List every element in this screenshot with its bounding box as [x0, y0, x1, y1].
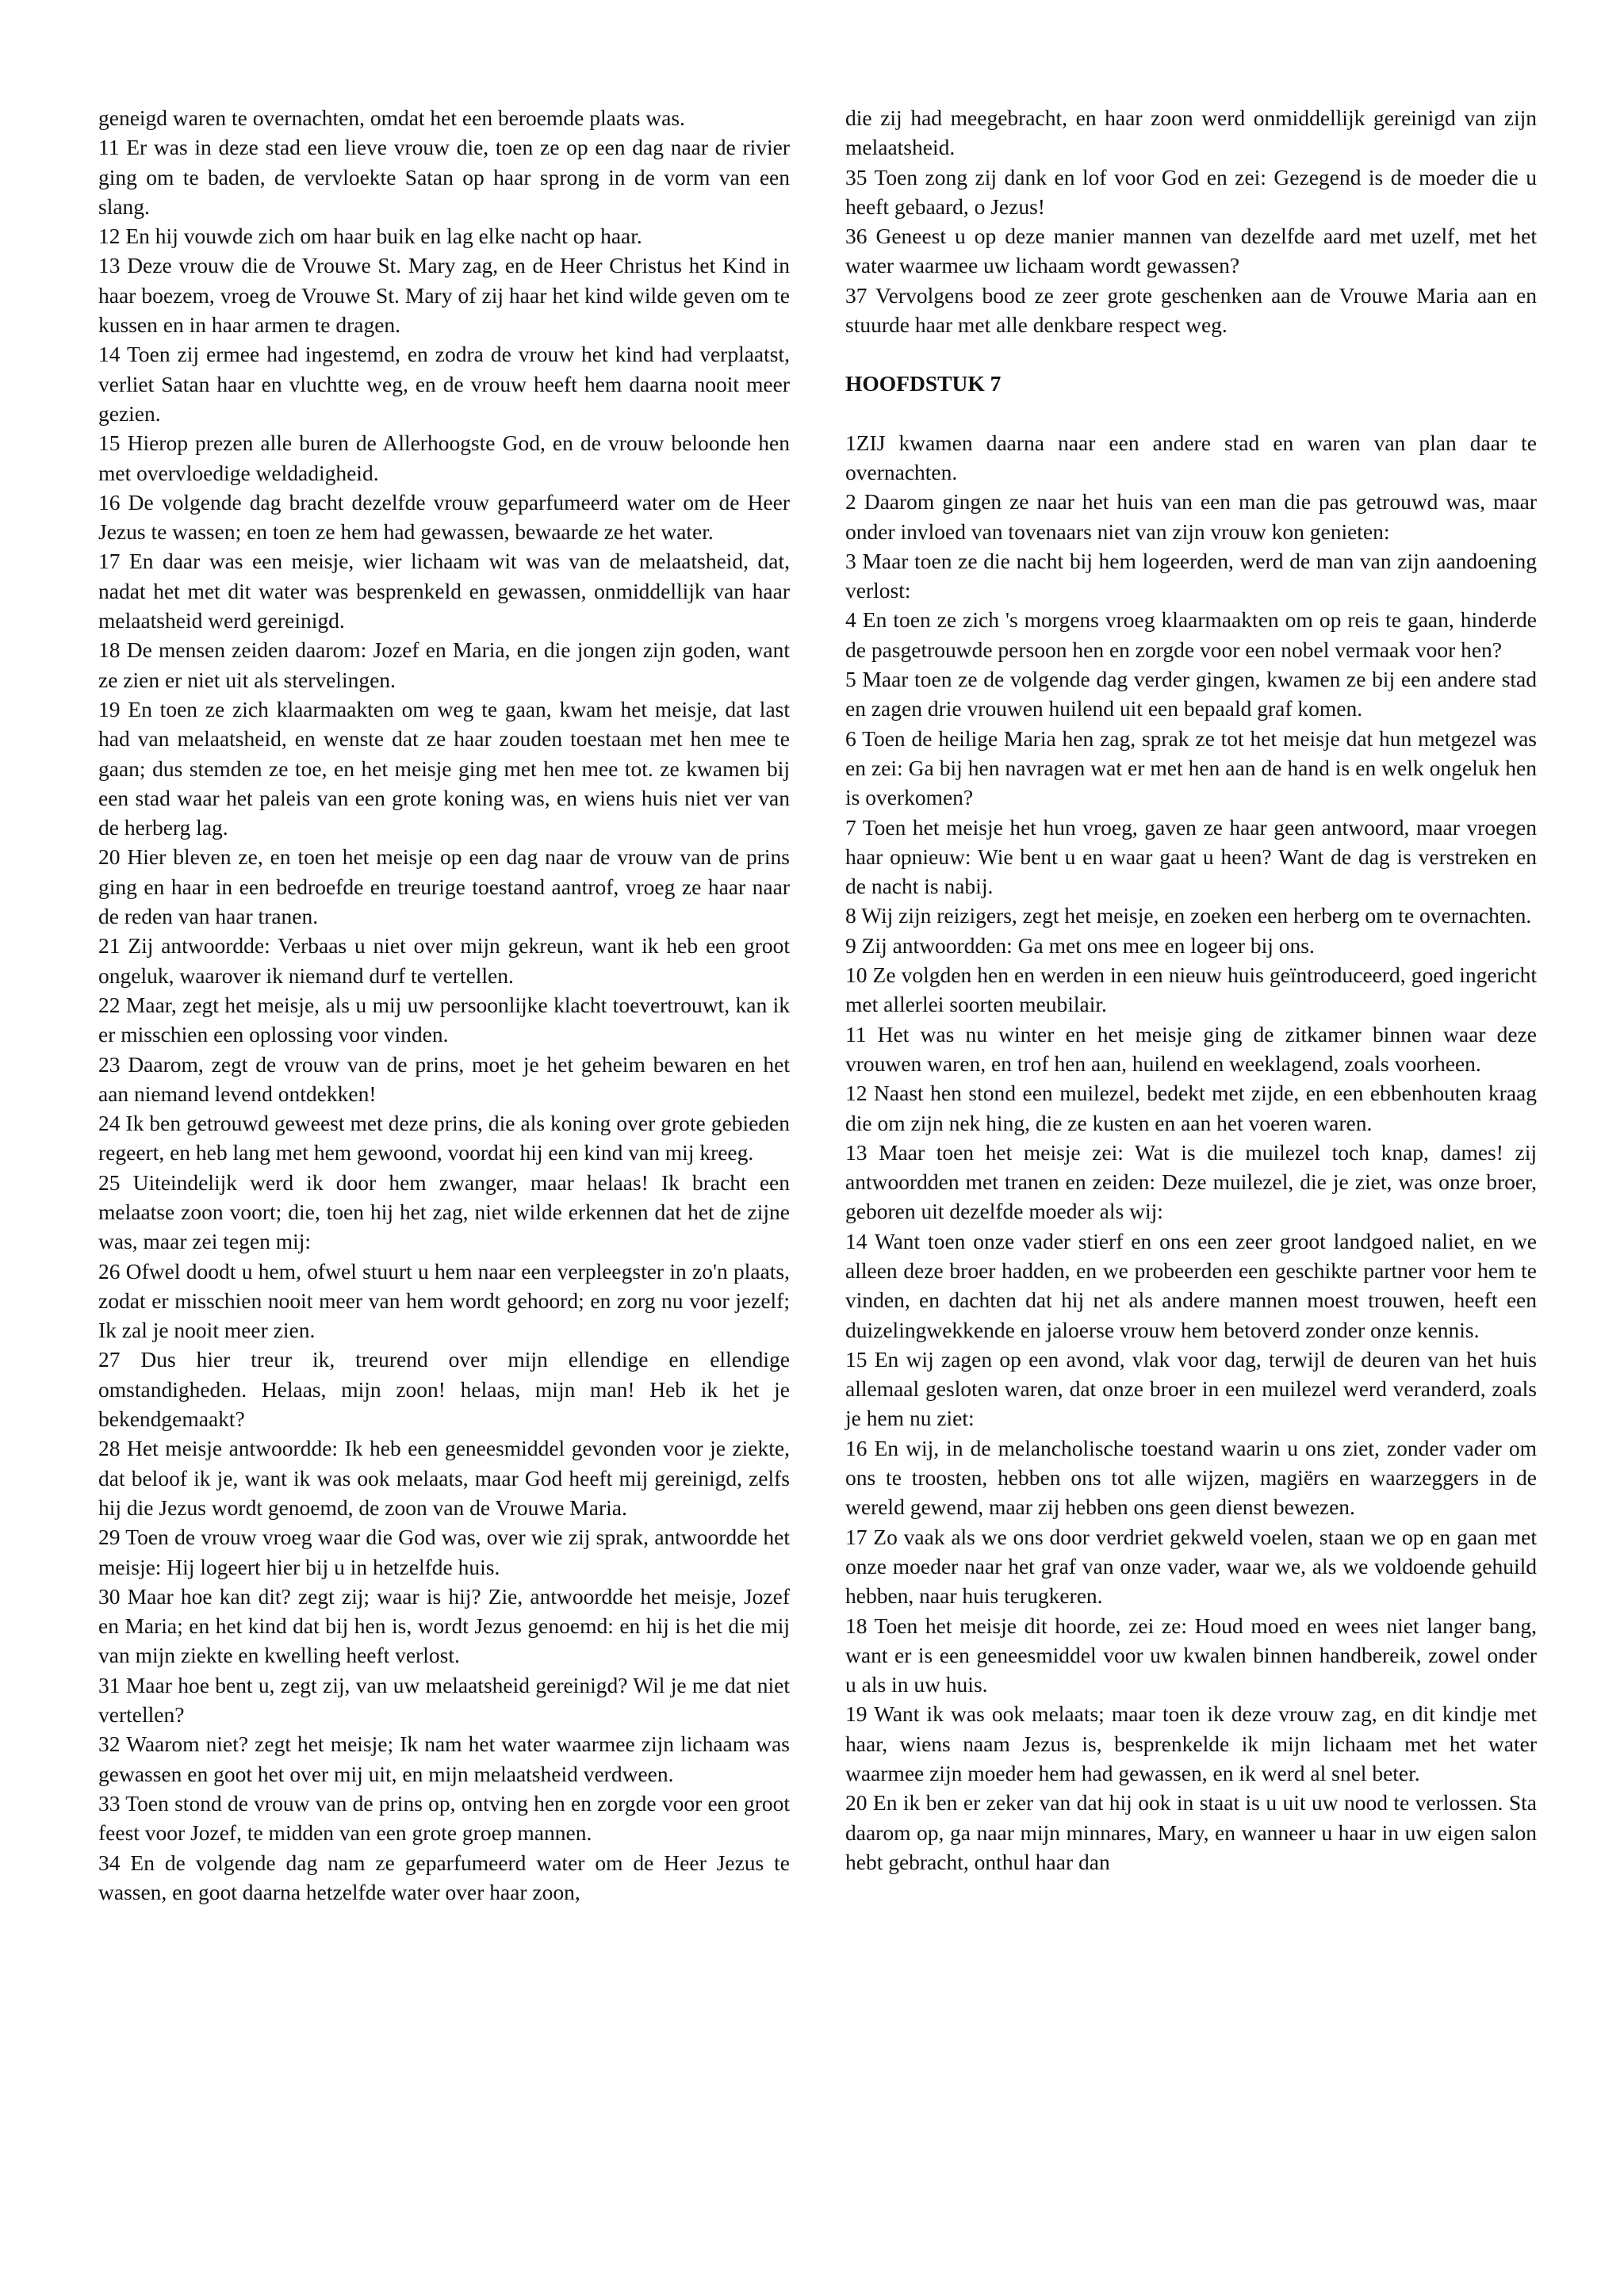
verse-paragraph: 26 Ofwel doodt u hem, ofwel stuurt u hem naar een verpleegster in zo'n plaats, zodat er misschien nooit meer van hem wordt gehoord; en zorg nu voor jezelf; Ik zal je nooit meer zien. [98, 1258, 790, 1343]
verse-paragraph: 6 Toen de heilige Maria hen zag, sprak ze tot het meisje dat hun metgezel was en zei: Ga bij hen navragen wat er met hen aan de hand is en welk ongeluk hen is overkomen? [845, 725, 1537, 810]
verse-paragraph: 7 Toen het meisje het hun vroeg, gaven ze haar geen antwoord, maar vroegen haar opnieuw: Wie bent u en waar gaat u heen? Want de dag is verstreken en de nacht is nabij. [845, 814, 1537, 899]
verse-paragraph: 17 Zo vaak als we ons door verdriet gekweld voelen, staan we op en gaan met onze moeder naar het graf van onze vader, waar we, als we voldoende gehuild hebben, naar huis terugkeren. [845, 1524, 1537, 1609]
verse-paragraph: 30 Maar hoe kan dit? zegt zij; waar is hij? Zie, antwoordde het meisje, Jozef en Maria; en het kind dat bij hen is, wordt Jezus genoemd: en hij is het die mij van mijn ziekte en kwelling heeft verlost. [98, 1583, 790, 1668]
chapter-heading: HOOFDSTUK 7 [845, 371, 1002, 396]
verse-paragraph: 13 Maar toen het meisje zei: Wat is die muilezel toch knap, dames! zij antwoordden met tranen en zeiden: Deze muilezel, die je ziet, was onze broer, geboren uit dezelfde moeder als wij: [845, 1139, 1537, 1224]
verse-paragraph: 24 Ik ben getrouwd geweest met deze prins, die als koning over grote gebieden regeert, en heb lang met hem gewoond, voordat hij een kind van mij kreeg. [98, 1111, 790, 1165]
verse-paragraph: 1ZIJ kwamen daarna naar een andere stad en waren van plan daar te overnachten. [845, 430, 1537, 484]
section-gap [845, 339, 1537, 369]
verse-paragraph: 23 Daarom, zegt de vrouw van de prins, moet je het geheim bewaren en het aan niemand levend ontdekken! [98, 1051, 790, 1106]
verse-paragraph: 12 Naast hen stond een muilezel, bedekt met zijde, en een ebbenhouten kraag die om zijn nek hing, die ze kusten en aan het voeren waren. [845, 1081, 1537, 1135]
verse-paragraph: 16 De volgende dag bracht dezelfde vrouw geparfumeerd water om de Heer Jezus te wassen; en toen ze hem had gewassen, bewaarde ze het water. [98, 489, 790, 545]
verse-paragraph: 11 Er was in deze stad een lieve vrouw die, toen ze op een dag naar de rivier ging om te baden, de vervloekte Satan op haar sprong in de vorm van een slang. [98, 135, 790, 219]
verse-paragraph: 17 En daar was een meisje, wier lichaam wit was van de melaatsheid, dat, nadat het met dit water was besprenkeld en gewassen, onmiddellijk van haar melaatsheid werd gereinigd. [98, 549, 790, 633]
verse-paragraph: 13 Deze vrouw die de Vrouwe St. Mary zag, en de Heer Christus het Kind in haar boezem, vroeg de Vrouwe St. Mary of zij haar het kind wilde geven om te kussen en in haar armen te dragen. [98, 253, 790, 338]
verse-paragraph: 37 Vervolgens bood ze zeer grote geschenken aan de Vrouwe Maria aan en stuurde haar met alle denkbare respect weg. [845, 282, 1537, 338]
verse-paragraph: 33 Toen stond de vrouw van de prins op, ontving hen en zorgde voor een groot feest voor Jozef, te midden van een grote groep mannen. [98, 1790, 790, 1846]
verse-paragraph: 22 Maar, zegt het meisje, als u mij uw persoonlijke klacht toevertrouwt, kan ik er misschien een oplossing voor vinden. [98, 992, 790, 1047]
verse-paragraph: 16 En wij, in de melancholische toestand waarin u ons ziet, zonder vader om ons te troosten, hebben ons tot alle wijzen, magiërs en waarzeggers in de wereld gewend, maar zij hebben ons geen dienst bewezen. [845, 1435, 1537, 1520]
verse-paragraph: 35 Toen zong zij dank en lof voor God en zei: Gezegend is de moeder die u heeft gebaard, o Jezus! [845, 164, 1537, 219]
verse-paragraph: 15 Hierop prezen alle buren de Allerhoogste God, en de vrouw beloonde hen met overvloedige weldadigheid. [98, 430, 790, 485]
verse-paragraph: geneigd waren te overnachten, omdat het een beroemde plaats was. [98, 105, 685, 130]
verse-paragraph: 14 Toen zij ermee had ingestemd, en zodra de vrouw het kind had verplaatst, verliet Satan haar en vluchtte weg, en de vrouw heeft hem daarna nooit meer gezien. [98, 342, 790, 426]
verse-paragraph: 11 Het was nu winter en het meisje ging de zitkamer binnen waar deze vrouwen waren, en trof hen aan, huilend en weeklagend, zoals voorheen. [845, 1021, 1537, 1076]
left-column [98, 103, 790, 1907]
verse-paragraph: 19 En toen ze zich klaarmaakten om weg te gaan, kwam het meisje, dat last had van melaatsheid, en wenste dat ze haar zouden toestaan met hen mee te gaan; dus stemden ze toe, en het meisje ging met hen mee tot. ze kwamen bij een stad waar het paleis van een grote koning was, en wiens huis niet ver van de herberg lag. [98, 696, 790, 840]
verse-paragraph: 20 En ik ben er zeker van dat hij ook in staat is u uit uw nood te verlossen. Sta daarom op, ga naar mijn minnares, Mary, en wanneer u haar in uw eigen salon hebt gebracht, onthul haar dan [845, 1790, 1537, 1874]
verse-paragraph: 31 Maar hoe bent u, zegt zij, van uw melaatsheid gereinigd? Wil je me dat niet vertellen? [98, 1672, 790, 1728]
right-column-top [845, 103, 1537, 339]
verse-paragraph: 20 Hier bleven ze, en toen het meisje op een dag naar de vrouw van de prins ging en haar in een bedroefde en treurige toestand aantrof, vroeg ze haar naar de reden van haar tranen. [98, 844, 790, 929]
verse-paragraph: 19 Want ik was ook melaats; maar toen ik deze vrouw zag, en dit kindje met haar, wiens naam Jezus is, besprenkelde ik mijn lichaam met het water waarmee zijn moeder hem had gewassen, en ik werd al snel beter. [845, 1701, 1537, 1786]
verse-paragraph: 27 Dus hier treur ik, treurend over mijn ellendige en ellendige omstandigheden. Helaas, mijn zoon! helaas, mijn man! Heb ik het je bekendgemaakt? [98, 1347, 790, 1432]
verse-paragraph: 28 Het meisje antwoordde: Ik heb een geneesmiddel gevonden voor je ziekte, dat beloof ik je, want ik was ook melaats, maar God heeft mij gereinigd, zelfs hij die Jezus wordt genoemd, de zoon van de Vrouwe Maria. [98, 1436, 790, 1520]
verse-paragraph: 25 Uiteindelijk werd ik door hem zwanger, maar helaas! Ik bracht een melaatse zoon voort; die, toen hij het zag, niet wilde erkennen dat het de zijne was, maar zei tegen mij: [98, 1169, 790, 1254]
verse-paragraph: 36 Geneest u op deze manier mannen van dezelfde aard met uzelf, met het water waarmee uw lichaam wordt gewassen? [845, 224, 1537, 278]
verse-paragraph: 18 Toen het meisje dit hoorde, zei ze: Houd moed en wees niet langer bang, want er is een geneesmiddel voor uw kwalen binnen handbereik, zowel onder u als in uw huis. [845, 1613, 1537, 1697]
right-column [845, 103, 1537, 1877]
section-gap [845, 399, 1537, 428]
verse-paragraph: 34 En de volgende dag nam ze geparfumeerd water om de Heer Jezus te wassen, en goot daarna hetzelfde water over haar zoon, [98, 1850, 790, 1904]
verse-paragraph: 14 Want toen onze vader stierf en ons een zeer groot landgoed naliet, en we alleen deze broer hadden, en we probeerden een geschikte partner voor hem te vinden, en dachten dat hij net als andere mannen moest trouwen, heeft een duizelingwekkende en jaloerse vrouw hem betoverd zonder onze kennis. [845, 1228, 1537, 1342]
verse-paragraph: 32 Waarom niet? zegt het meisje; Ik nam het water waarmee zijn lichaam was gewassen en goot het over mij uit, en mijn melaatsheid verdween. [98, 1732, 790, 1786]
verse-paragraph: 18 De mensen zeiden daarom: Jozef en Maria, en die jongen zijn goden, want ze zien er niet uit als stervelingen. [98, 637, 790, 692]
verse-paragraph: 29 Toen de vrouw vroeg waar die God was, over wie zij sprak, antwoordde het meisje: Hij logeert hier bij u in hetzelfde huis. [98, 1525, 790, 1579]
verse-paragraph: 10 Ze volgden hen en werden in een nieuw huis geïntroduceerd, goed ingericht met allerlei soorten meubilair. [845, 962, 1537, 1017]
verse-paragraph: 4 En toen ze zich 's morgens vroeg klaarmaakten om op reis te gaan, hinderde de pasgetrouwde persoon hen en zorgde voor een nobel vermaak voor hen? [845, 607, 1537, 662]
verse-paragraph: 8 Wij zijn reizigers, zegt het meisje, en zoeken een herberg om te overnachten. [845, 903, 1532, 928]
verse-paragraph: 15 En wij zagen op een avond, vlak voor dag, terwijl de deuren van het huis allemaal gesloten waren, dat onze broer in een muilezel werd veranderd, zoals je hem nu ziet: [845, 1346, 1537, 1431]
verse-paragraph: 5 Maar toen ze de volgende dag verder gingen, kwamen ze bij een andere stad en zagen drie vrouwen huilend uit een bepaald graf komen. [845, 667, 1537, 721]
verse-paragraph: 9 Zij antwoordden: Ga met ons mee en logeer bij ons. [845, 932, 1315, 958]
verse-paragraph: 21 Zij antwoordde: Verbaas u niet over mijn gekreun, want ik heb een groot ongeluk, waarover ik niemand durf te vertellen. [98, 933, 790, 988]
verse-paragraph: die zij had meegebracht, en haar zoon werd onmiddellijk gereinigd van zijn melaatsheid. [845, 105, 1537, 160]
verse-paragraph: 3 Maar toen ze die nacht bij hem logeerden, werd de man van zijn aandoening verlost: [845, 548, 1537, 603]
verse-paragraph: 2 Daarom gingen ze naar het huis van een man die pas getrouwd was, maar onder invloed van tovenaars niet van zijn vrouw kon genieten: [845, 489, 1537, 544]
right-column-bottom [845, 428, 1537, 1877]
verse-paragraph: 12 En hij vouwde zich om haar buik en lag elke nacht op haar. [98, 224, 642, 249]
